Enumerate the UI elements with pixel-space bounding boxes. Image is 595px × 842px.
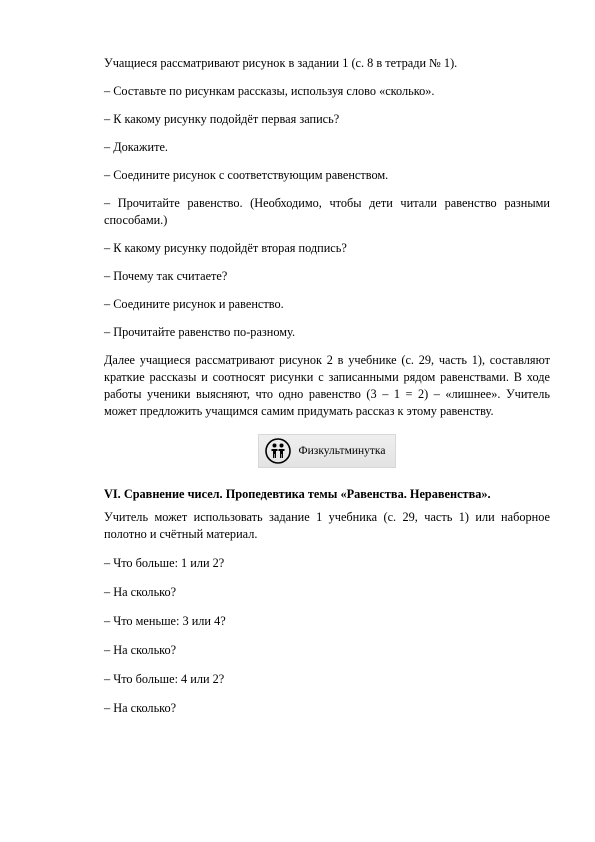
document-page bbox=[104, 55, 550, 729]
question-line: – Докажите. bbox=[104, 140, 168, 154]
question-line: – На сколько? bbox=[104, 585, 177, 599]
question-line: – Соедините рисунок и равенство. bbox=[104, 297, 284, 311]
question-line: – Соедините рисунок с соответствующим равенством. bbox=[104, 168, 389, 182]
question-line: – Что больше: 4 или 2? bbox=[104, 672, 225, 686]
question-line: – На сколько? bbox=[104, 643, 177, 657]
fitness-people-icon bbox=[265, 438, 291, 464]
question-line: – На сколько? bbox=[104, 701, 177, 715]
intro-paragraph: Учащиеся рассматривают рисунок в задании 1 (с. 8 в тетради № 1). bbox=[104, 56, 458, 70]
badge-label: Физкультминутка bbox=[298, 445, 386, 457]
question-line: – К какому рисунку подойдёт вторая подпись? bbox=[104, 241, 347, 255]
question-line: – Что меньше: 3 или 4? bbox=[104, 614, 226, 628]
question-line: – Составьте по рисункам рассказы, используя слово «сколько». bbox=[104, 84, 435, 98]
section-heading: VI. Сравнение чисел. Пропедевтика темы «Равенства. Неравенства». bbox=[104, 487, 491, 501]
question-line: – Почему так считаете? bbox=[104, 269, 228, 283]
body-paragraph: Далее учащиеся рассматривают рисунок 2 в учебнике (с. 29, часть 1), составляют краткие рассказы и соотносят рисунки с записанными рядом равенствами. В ходе работы ученики выясняют, что одно равенство (3 – 1 = 2) – «лишнее». Учитель может предложить учащимся самим придумать рассказ к этому равенству. bbox=[104, 353, 550, 418]
physical-exercise-badge bbox=[258, 434, 397, 468]
question-line: – К какому рисунку подойдёт первая запись? bbox=[104, 112, 340, 126]
question-line: – Прочитайте равенство. (Необходимо, чтобы дети читали равенство разными способами.) bbox=[104, 196, 550, 227]
section-intro: Учитель может использовать задание 1 учебника (с. 29, часть 1) или наборное полотно и счётный материал. bbox=[104, 510, 550, 541]
physical-exercise-banner bbox=[104, 434, 550, 468]
question-line: – Прочитайте равенство по-разному. bbox=[104, 325, 296, 339]
question-line: – Что больше: 1 или 2? bbox=[104, 556, 225, 570]
